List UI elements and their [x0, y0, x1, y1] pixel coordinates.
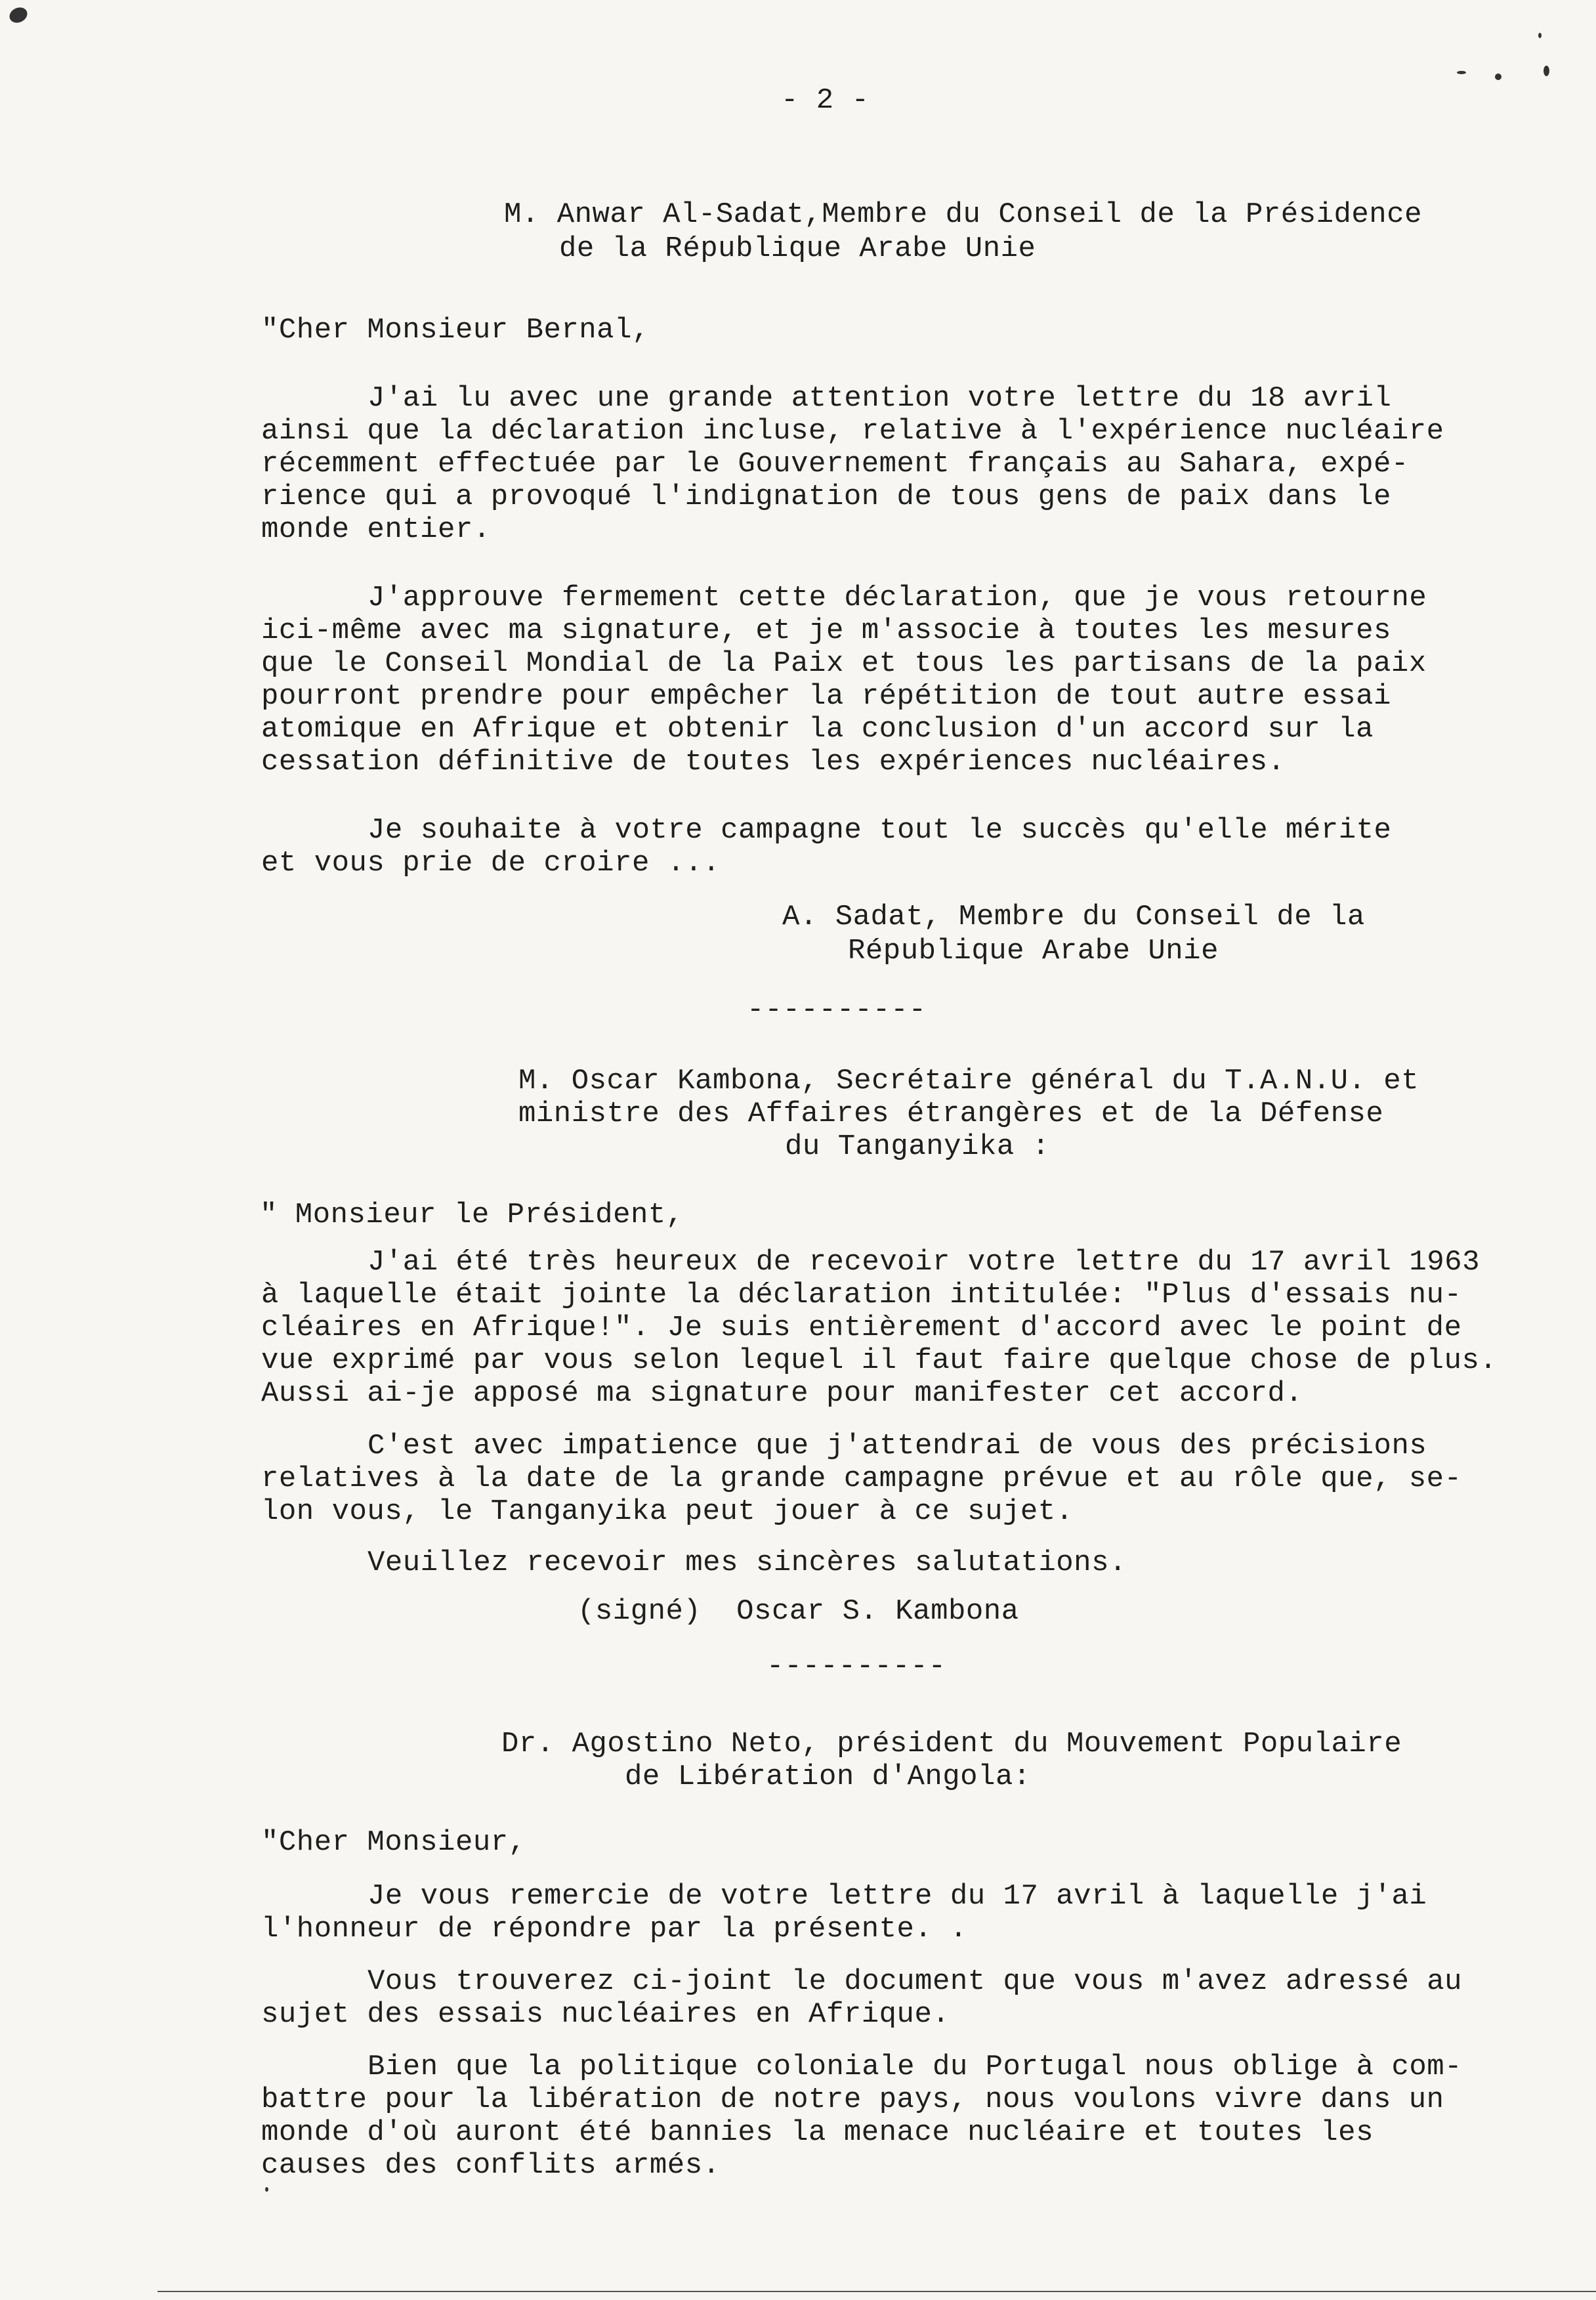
- letter1-para1-line: J'ai lu avec une grande attention votre lettre du 18 avril: [368, 382, 1392, 415]
- letter3-para3-line: Bien que la politique coloniale du Portugal nous oblige à com-: [368, 2051, 1463, 2083]
- separator: ----------: [747, 994, 927, 1027]
- letter3-para3-line: battre pour la libération de notre pays, nous voulons vivre dans un: [261, 2083, 1444, 2116]
- letter2-signature: (signé) Oscar S. Kambona: [578, 1595, 1019, 1628]
- letter1-heading-line: M. Anwar Al-Sadat,Membre du Conseil de la Présidence: [504, 198, 1423, 231]
- bottom-rule: [158, 2291, 1596, 2292]
- letter1-para2-line: atomique en Afrique et obtenir la conclusion d'un accord sur la: [261, 713, 1374, 746]
- letter2-para2-line: lon vous, le Tanganyika peut jouer à ce sujet.: [261, 1495, 1074, 1528]
- letter3-para2-line: sujet des essais nucléaires en Afrique.: [261, 1998, 950, 2031]
- letter1-para1-line: ainsi que la déclaration incluse, relative à l'expérience nucléaire: [261, 415, 1444, 448]
- letter1-para2-line: que le Conseil Mondial de la Paix et tous les partisans de la paix: [261, 647, 1427, 680]
- letter3-heading-line: Dr. Agostino Neto, président du Mouvement Populaire: [501, 1728, 1402, 1760]
- letter1-signature-line: A. Sadat, Membre du Conseil de la: [782, 901, 1365, 933]
- scan-speck: [1538, 33, 1542, 38]
- letter3-para3-line: monde d'où auront été bannies la menace nucléaire et toutes les: [261, 2116, 1374, 2149]
- letter1-para1-line: récemment effectuée par le Gouvernement français au Sahara, expé-: [261, 448, 1409, 480]
- letter1-para2-line: J'approuve fermement cette déclaration, que je vous retourne: [368, 582, 1427, 614]
- scan-speck: [7, 5, 30, 26]
- letter1-salutation: "Cher Monsieur Bernal,: [261, 314, 650, 347]
- letter3-salutation: "Cher Monsieur,: [261, 1826, 526, 1859]
- page-number: - 2 -: [781, 84, 870, 117]
- letter2-heading-line: du Tanganyika :: [785, 1130, 1050, 1163]
- separator: ----------: [766, 1650, 947, 1683]
- letter1-para1-line: rience qui a provoqué l'indignation de tous gens de paix dans le: [261, 480, 1391, 513]
- letter3-para3-line: causes des conflits armés.: [261, 2149, 721, 2182]
- scan-speck: [1457, 71, 1466, 74]
- letter1-para3-line: Je souhaite à votre campagne tout le succès qu'elle mérite: [368, 814, 1392, 847]
- letter2-para1-line: J'ai été très heureux de recevoir votre lettre du 17 avril 1963: [368, 1246, 1480, 1279]
- letter3-para1-line: l'honneur de répondre par la présente. .: [261, 1913, 968, 1946]
- letter3-para2-line: Vous trouverez ci-joint le document que vous m'avez adressé au: [368, 1965, 1463, 1998]
- letter1-para3-line: et vous prie de croire ...: [261, 847, 721, 880]
- scan-speck: [265, 2187, 268, 2192]
- scan-speck: [1495, 74, 1502, 80]
- letter1-para2-line: cessation définitive de toutes les expériences nucléaires.: [261, 746, 1286, 778]
- letter2-para2-line: C'est avec impatience que j'attendrai de vous des précisions: [368, 1430, 1427, 1462]
- letter1-para2-line: ici-même avec ma signature, et je m'associe à toutes les mesures: [261, 614, 1391, 647]
- letter1-para1-line: monde entier.: [261, 513, 491, 546]
- letter1-signature-line: République Arabe Unie: [848, 935, 1219, 968]
- letter2-heading-line: ministre des Affaires étrangères et de la Défense: [518, 1097, 1384, 1130]
- letter2-heading-line: M. Oscar Kambona, Secrétaire général du T.A.N.U. et: [518, 1065, 1419, 1097]
- letter2-para1-line: cléaires en Afrique!". Je suis entièrement d'accord avec le point de: [261, 1311, 1462, 1344]
- letter1-para2-line: pourront prendre pour empêcher la répétition de tout autre essai: [261, 680, 1391, 713]
- letter3-para1-line: Je vous remercie de votre lettre du 17 avril à laquelle j'ai: [368, 1880, 1427, 1913]
- letter2-para3: Veuillez recevoir mes sincères salutations.: [368, 1546, 1127, 1579]
- letter3-heading-line: de Libération d'Angola:: [625, 1760, 1031, 1793]
- letter1-heading-line: de la République Arabe Unie: [559, 232, 1036, 265]
- letter2-para2-line: relatives à la date de la grande campagne prévue et au rôle que, se-: [261, 1462, 1462, 1495]
- letter2-salutation: " Monsieur le Président,: [260, 1199, 684, 1231]
- letter2-para1-line: Aussi ai-je apposé ma signature pour manifester cet accord.: [261, 1377, 1303, 1410]
- letter2-para1-line: à laquelle était jointe la déclaration intitulée: "Plus d'essais nu-: [261, 1279, 1462, 1311]
- letter2-para1-line: vue exprimé par vous selon lequel il faut faire quelque chose de plus.: [261, 1344, 1498, 1377]
- scan-speck: [1544, 66, 1549, 76]
